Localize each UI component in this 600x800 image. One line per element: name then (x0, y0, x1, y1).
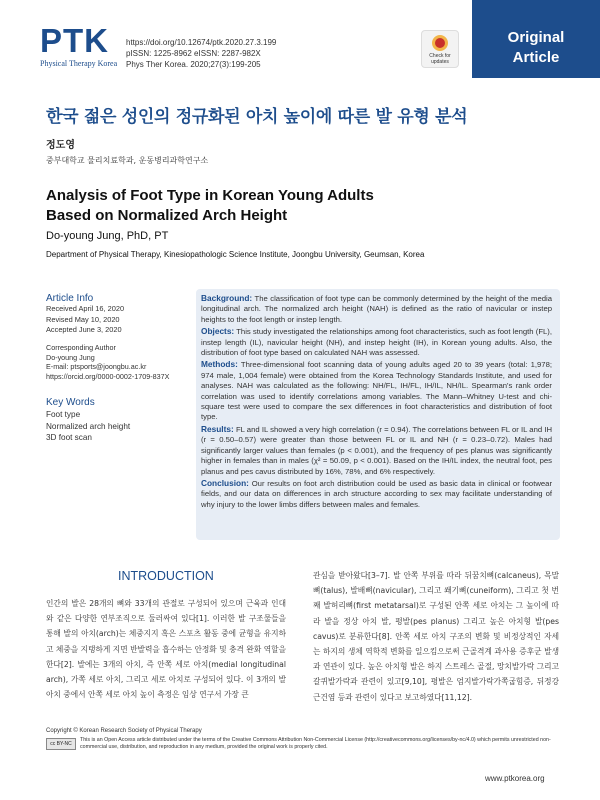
check-updates-label: Check for updates (429, 53, 451, 65)
check-for-updates-button[interactable] (421, 30, 459, 68)
corr-name: Do-young Jung (46, 352, 95, 362)
korean-author: 정도영 (46, 140, 75, 151)
korean-title: 한국 젊은 성인의 정규화된 아치 높이에 따른 발 유형 분석 (46, 107, 468, 127)
article-type-line1: Original (507, 29, 565, 46)
english-title: Analysis of Foot Type in Korean Young Adults Based on Normalized Arch Height (46, 187, 374, 224)
journal-website-link[interactable]: www.ptkorea.org (485, 774, 545, 783)
corr-email[interactable]: E-mail: ptsports@joongbu.ac.kr (46, 362, 147, 371)
abstract-conclusion (201, 478, 552, 510)
objects-label: Objects: (201, 326, 235, 337)
article-info-heading: Article Info (46, 293, 94, 304)
background-label: Background: (201, 293, 253, 303)
abstract-background (201, 293, 552, 325)
keyword-item: Foot type (46, 410, 81, 419)
body-text-right: 관심을 받아왔다[3–7]. 발 안쪽 부위를 따라 뒤꿈치뼈(calcaneus), 목말뼈(talus), 발배뼈(navicular), 그리고 쐐기뼈(cuneiform), 그리고 첫 번째 발허리뼈(first metatarsal)로 구성된 안쪽 세로 아치는 그 높이에 따라 발을 정상 아치 발, 평발(pes planus) 그리고 높은 아치형 발(pes cavus)로 분류한다[8]. 안쪽 세로 아치 구조의 변화 및 비정상적인 자세는 하지의 생체 역학적 변화를 일으킴으로써 근골격계 과사용 증후군 발생과 연관이 있다. 높은 아치형 발은 하지 스트레스 골절, 망치발가락 그리고 갈퀴발가락과 관련이 있고[9,10], 평발은 엄지발가락가쪽굽힘증, 뒤정강근건염 등과 관련이 있다고 보고하였다[11,12]. (313, 571, 559, 702)
english-author: Do-young Jung, PhD, PT (46, 230, 169, 242)
body-text-left: 인간의 발은 28개의 뼈와 33개의 관절로 구성되어 있으며 근육과 인대와 같은 다양한 연부조직으로 둘러싸여 있다[1]. 이러한 발 구조물들을 통해 발의 아치(arch)는 체중지지 혹은 스포츠 활동 중에 균형을 유지하고 체중을 지탱하게 지면 반발력을 흡수하는 안정화 및 충격 완화 역할을 한다[2]. 발에는 3개의 아치, 즉 안쪽 세로 아치(medial longitudinal arch), 가쪽 세로 아치, 그리고 세로 아치로 구성되어 있다. 이 3개의 발 아치 중에서 안쪽 세로 아치 높이 측정은 임상 연구서 가장 큰 (46, 599, 286, 700)
citation: Phys Ther Korea. 2020;27(3):199-205 (126, 60, 261, 69)
objects-text: This study investigated the relationships among foot characteristics, such as foot length (FL), instep length (IL), navicular height (NH), and instep height (IH), in Korean young adults. Also, the distribution of foot type based on calculated NAH was assessed. (201, 327, 552, 358)
received-date: Received April 16, 2020 (46, 304, 125, 313)
corr-label: Corresponding Author (46, 343, 116, 352)
article-type-badge (472, 0, 600, 78)
article-type-line2: Article (512, 49, 560, 66)
logo-text: PTK (40, 22, 109, 59)
cc-license-icon: cc BY-NC (46, 738, 76, 750)
issn: pISSN: 1225-8962 eISSN: 2287-982X (126, 49, 261, 58)
journal-meta (126, 37, 276, 70)
background-text: The classification of foot type can be commonly determined by the height of the media longitudinal arch. The normalized arch height (NAH) is defined as the ratio of navicular or instep heights to the foot length or instep length. (201, 294, 552, 324)
results-label: Results: (201, 423, 234, 434)
revised-date: Revised May 10, 2020 (46, 314, 120, 324)
copyright: Copyright © Korean Research Society of Physical Therapy (46, 728, 202, 734)
results-text: FL and IL showed a very high correlation (r = 0.94). The correlations between FL or IL and IH (r = 0.50–0.57) were greater than those between FL or IL and NH (r = 0.23–0.72). Males had significantly larger values than females (p < 0.001), and the frequency of pes planus was significantly higher in females than in males (χ² = 50.09, p < 0.001). Based on the IH/IL index, the neutral foot, pes planus and pes cavus distributed by 16%, 78%, and 6% respectively. (201, 424, 553, 476)
license-footer (46, 728, 556, 750)
english-affiliation: Department of Physical Therapy, Kinesiopathologic Science Institute, Joongbu University, Geumsan, Korea (46, 250, 425, 259)
abstract-box (196, 289, 560, 540)
abstract-methods (201, 359, 552, 422)
introduction-heading: INTRODUCTION (118, 569, 214, 583)
keyword-item: 3D foot scan (46, 433, 92, 442)
logo-subtitle: Physical Therapy Korea (40, 59, 118, 68)
doi-link[interactable]: https://doi.org/10.12674/ptk.2020.27.3.199 (126, 38, 277, 47)
corr-orcid[interactable]: https://orcid.org/0000-0002-1709-837X (46, 371, 170, 381)
abstract-objects (201, 326, 552, 358)
methods-text: Three-dimensional foot scanning data of young adults aged 20 to 39 years (total: 1,978; 974 male, 1,004 female) were obtained from the Korea Technology Standards Institute, and used for analyses. NAH was calculated as the following: NH/FL, IH/FL, IH/IL, NH/IL. Spearman's rank order correlation was used to identify correlations among variables. The Mann–Whitney U-test and chi-square test were used to compare the sex differences in foot characteristics and distribution of foot type. (201, 360, 552, 422)
conclusion-label: Conclusion: (201, 477, 249, 488)
accepted-date: Accepted June 3, 2020 (46, 325, 122, 334)
journal-logo (40, 24, 122, 68)
methods-label: Methods: (201, 359, 238, 370)
korean-affiliation: 중부대학교 물리치료학과, 운동병리과학연구소 (46, 156, 209, 165)
abstract-results (201, 424, 552, 477)
keywords-list (46, 409, 130, 444)
article-dates (46, 304, 124, 336)
keywords-heading: Key Words (46, 397, 95, 408)
keyword-item: Normalized arch height (46, 421, 131, 431)
license-text: This is an Open Access article distributed under the terms of the Creative Commons Attribution Non-Commercial License (http://creativecommons.org/licenses/by-nc/4.0) which permits unrestricted non-commercial use, distribution, and reproduction in any medium, provided the original work is properly cited. (80, 737, 551, 750)
conclusion-text: Our results on foot arch distribution could be used as basic data in clinical or footwear fields, and our data on differences in arch structure according to sex may facilitate understanding of why injury to the lower limbs differs between males and females. (201, 478, 553, 509)
corresponding-author (46, 343, 169, 381)
check-updates-icon (432, 35, 448, 51)
